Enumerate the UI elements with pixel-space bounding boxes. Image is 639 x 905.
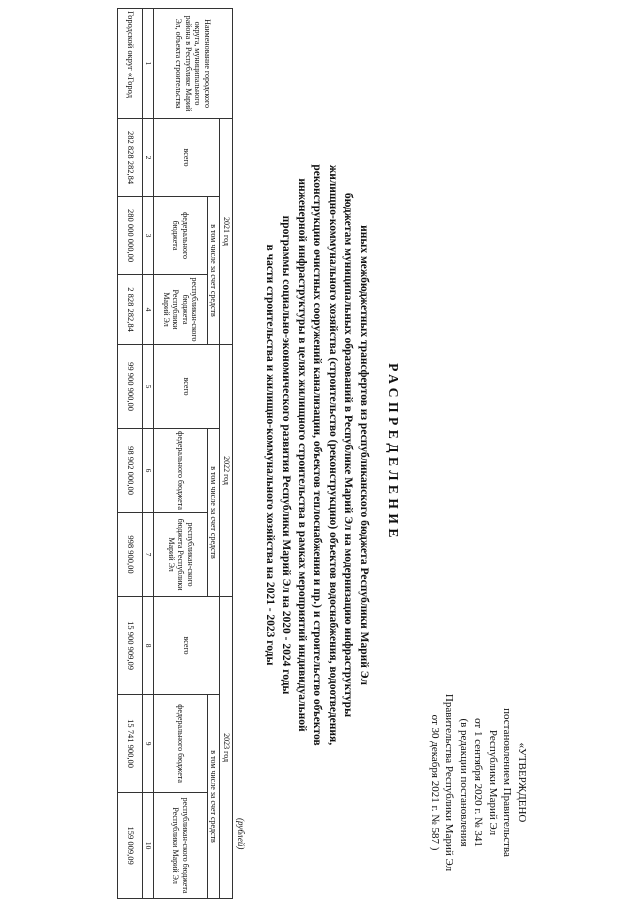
col-number: 5: [143, 345, 154, 429]
col-header-republic: республикан-ского бюджета Республики Марий Эл: [154, 275, 208, 345]
col-header-name: Наименование городского округа, муниципального района в Республике Марий Эл, объекта строительства: [154, 9, 233, 119]
currency-unit: (рублей): [236, 818, 246, 850]
col-header-including: в том числе за счет средств: [208, 197, 221, 345]
col-header-total: всего: [154, 345, 221, 429]
cell-value: 2 828 282,84: [118, 275, 143, 345]
col-number: 10: [143, 793, 154, 899]
approval-line: от 30 декабря 2021 г. № 587 ): [429, 714, 441, 851]
distribution-table: [117, 8, 233, 899]
col-header-year-2022: 2022 год: [220, 345, 233, 597]
subtitle-line: жилищно-коммунального хозяйства (строительство (реконструкцию) объектов водоснабжения, водоотведения,: [326, 164, 339, 746]
subtitle-line: программы социально-экономического развития Республики Марий Эл на 2020 - 2024 годы: [280, 215, 293, 695]
col-header-republic: республикан-ского бюджета Республики Марий Эл: [154, 513, 208, 597]
col-header-year-2021: 2021 год: [220, 119, 233, 345]
approval-stamp: [428, 660, 530, 905]
col-header-year-2023: 2023 год: [220, 597, 233, 899]
subtitle-line: иных межбюджетных трансфертов из республиканского бюджета Республики Марий Эл: [358, 225, 370, 685]
col-header-federal: федерального бюджета: [154, 695, 208, 793]
col-header-including: в том числе за счет средств: [208, 695, 221, 899]
cell-value: 159 009,09: [118, 793, 143, 899]
approval-line: Республики Марий Эл: [487, 729, 499, 836]
table-row: [118, 9, 143, 899]
col-number: 7: [143, 513, 154, 597]
cell-value: 15 741 900,00: [118, 695, 143, 793]
col-number: 9: [143, 695, 154, 793]
approval-line: (в редакции постановления: [458, 718, 470, 847]
cell-value: 280 000 000,00: [118, 197, 143, 275]
col-header-federal: федерального бюджета: [154, 197, 208, 275]
col-header-including: в том числе за счет средств: [208, 429, 221, 597]
subtitle-line: в части строительства и жилищно-коммунального хозяйства на 2021 - 2023 годы: [264, 244, 277, 666]
col-number: 1: [143, 9, 154, 119]
cell-value: 282 828 282,84: [118, 119, 143, 197]
cell-name: Городской округ «Город: [118, 9, 143, 119]
cell-value: 99 900 900,00: [118, 345, 143, 429]
column-number-row: [143, 9, 154, 899]
col-header-republic: республикан-ского бюджета Республики Марий Эл: [154, 793, 208, 899]
col-number: 3: [143, 197, 154, 275]
approval-line: постановлением Правительства: [501, 708, 514, 857]
approval-line: «УТВЕРЖДЕНО: [516, 742, 528, 823]
col-header-total: всего: [154, 597, 221, 695]
document-title: РАСПРЕДЕЛЕНИЕ: [386, 363, 401, 542]
cell-value: 15 900 909,09: [118, 597, 143, 695]
col-header-total: всего: [154, 119, 221, 197]
approval-line: от 1 сентября 2020 г. № 341: [472, 718, 485, 847]
cell-value: 998 900,00: [118, 513, 143, 597]
col-number: 8: [143, 597, 154, 695]
approval-line: Правительства Республики Марий Эл: [443, 693, 456, 872]
document-subtitle: [262, 55, 371, 855]
col-header-federal: федерального бюджета: [154, 429, 208, 513]
subtitle-line: реконструкцию очистных сооружений канализации, объектов теплоснабжения и пр.) и строительство объектов: [311, 164, 324, 746]
col-number: 4: [143, 275, 154, 345]
cell-value: 98 902 000,00: [118, 429, 143, 513]
col-number: 6: [143, 429, 154, 513]
subtitle-line: инженерной инфраструктуры в целях жилищного строительства в рамках мероприятий индивидуальной: [295, 178, 308, 732]
subtitle-line: бюджетам муниципальных образований в Республике Марий Эл на модернизацию инфраструктуры: [342, 192, 355, 718]
col-number: 2: [143, 119, 154, 197]
